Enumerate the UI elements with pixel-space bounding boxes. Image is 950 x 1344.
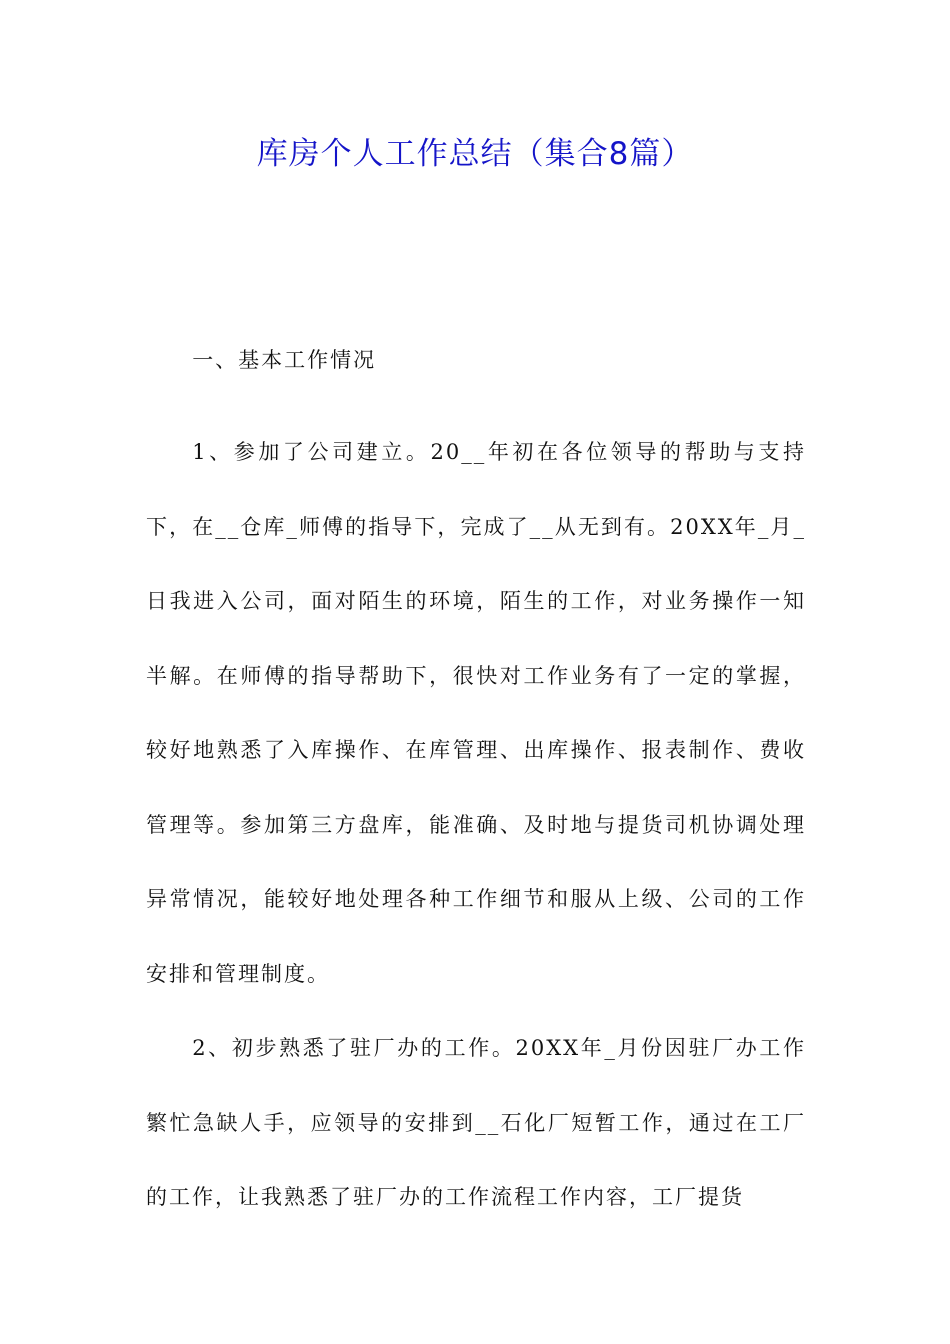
document-title: 库房个人工作总结（集合8篇） [256,136,694,172]
document-body [146,340,806,1235]
paragraph: 2、初步熟悉了驻厂办的工作。20XX年_月份因驻厂办工作繁忙急缺人手，应领导的安排到__石化厂短暂工作，通过在工厂的工作，让我熟悉了驻厂办的工作流程工作内容，工厂提货 [146,1036,806,1209]
section-heading: 一、基本工作情况 [192,348,377,372]
paragraph: 1、参加了公司建立。20__年初在各位领导的帮助与支持下，在__仓库_师傅的指导下，完成了__从无到有。20XX年_月_日我进入公司，面对陌生的环境，陌生的工作，对业务操作一知半解。在师傅的指导帮助下，很快对工作业务有了一定的掌握，较好地熟悉了入库操作、在库管理、出库操作、报表制作、费收管理等。参加第三方盘库，能准确、及时地与提货司机协调处理异常情况，能较好地处理各种工作细节和服从上级、公司的工作安排和管理制度。 [146,440,806,986]
